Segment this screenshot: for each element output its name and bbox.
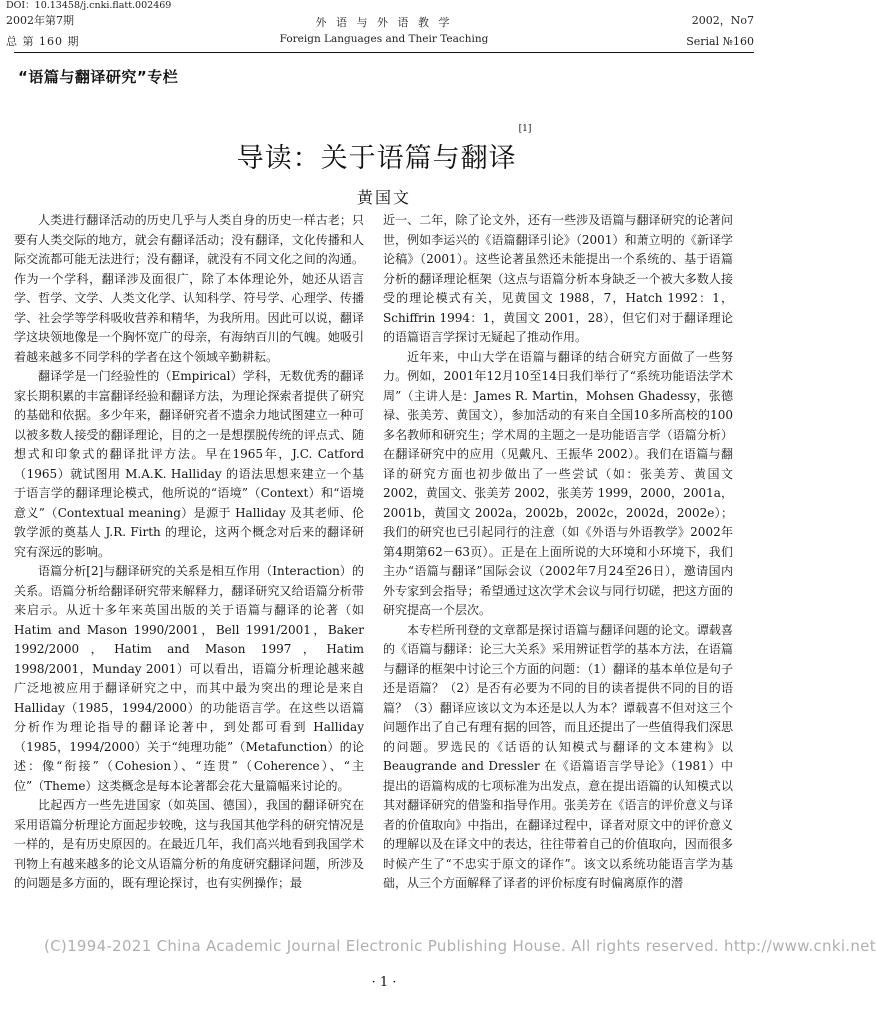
paragraph: 比起西方一些先进国家（如英国、德国），我国的翻译研究在采用语篇分析理论方面起步较晚，这与我国其他学科的研究情况是一样的，是有历史原因的。在最近几年，我们高兴地看到我国学术刊物上有越来越多的论文从语篇分析的角度研究翻译问题，所涉及的问题是多方面的，既有理论探讨，也有实例操作；最 bbox=[14, 798, 364, 890]
paragraph: 人类进行翻译活动的历史几乎与人类自身的历史一样古老；只要有人类交际的地方，就会有翻译活动；没有翻译，文化传播和人际交流都可能无法进行；没有翻译，就没有不同文化之间的沟通。作为一个学科，翻译涉及面很广，除了本体理论外，她还从语言学、哲学、文学、人类文化学、认知科学、符号学、心理学、传播学、社会学等学科吸收营养和精华，为我所用。因此可以说，翻译学这块领地像是一个胸怀宽广的母亲，有海纳百川的气魄。她吸引着越来越多不同学科的学者在这个领域辛勤耕耘。 bbox=[14, 213, 364, 364]
page-number: · 1 · bbox=[371, 975, 397, 990]
issue-label-right: 2002，No7 bbox=[691, 14, 754, 27]
body-column-left bbox=[14, 211, 364, 894]
article-title bbox=[0, 124, 768, 175]
column-tag: “语篇与翻译研究”专栏 bbox=[18, 68, 179, 86]
author-name: 黄国文 bbox=[356, 188, 411, 207]
paragraph: 近一、二年，除了论文外，还有一些涉及语篇与翻译研究的论著问世，例如李运兴的《语篇翻译引论》（2001）和萧立明的《新译学论稿》（2001）。这些论著虽然还未能提出一个系统的、基于语篇分析的翻译理论框架（这点与语篇分析本身缺乏一个被大多数人接受的理论模式有关，见黄国文 1988，7，Hatch 1992：1，Schiffrin 1994：1，黄国文 2001，28），但它们对于翻译理论的语篇语言学探讨无疑起了推动作用。 bbox=[383, 213, 733, 344]
journal-title-cn: 外 语 与 外 语 教 学 bbox=[315, 16, 453, 29]
copyright-watermark: (C)1994-2021 China Academic Journal Electronic Publishing House. All rights reserved. http://www.cnki.net bbox=[44, 937, 876, 955]
total-issue-label: 总 第 160 期 bbox=[6, 35, 80, 48]
paragraph: 语篇分析[2]与翻译研究的关系是相互作用（Interaction）的关系。语篇分析给翻译研究带来解释力，翻译研究又给语篇分析带来启示。从近十多年来英国出版的关于语篇与翻译的论著（如 Hatim and Mason 1990/2001，Bell 1991/2001，Baker 1992/2000，Hatim and Mason 1997，Hatim 1998/2001，Munday 2001）可以看出，语篇分析理论越来越广泛地被应用于翻译研究之中，而其中最为突出的理论是来自 Halliday（1985，1994/2000）的功能语言学。在这些以语篇分析作为理论指导的翻译论著中，到处都可看到 Halliday（1985，1994/2000）关于“纯理功能”（Metafunction）的论述：像“衔接”（Cohesion）、“连贯”（Coherence）、“主位”（Theme）这类概念是每本论著都会花大量篇幅来讨论的。 bbox=[14, 564, 364, 793]
body-column-right bbox=[383, 211, 733, 894]
article-title-text: 导读：关于语篇与翻译 bbox=[236, 143, 517, 174]
serial-label: Serial №160 bbox=[686, 35, 754, 48]
doi-line: DOI：10.13458/j.cnki.flatt.002469 bbox=[6, 0, 172, 11]
paragraph: 近年来，中山大学在语篇与翻译的结合研究方面做了一些努力。例如，2001年12月10至14日我们举行了“系统功能语法学术周”（主讲人是：James R. Martin，Mohsen Ghadessy，张德禄、张美芳、黄国文），参加活动的有来自全国10多所高校的100多名教师和研究生；学术周的主题之一是功能语言学（语篇分析）在翻译研究中的应用（见戴凡、王振华 2002）。我们在语篇与翻译的研究方面也初步做出了一些尝试（如：张美芳、黄国文 2002，黄国文、张美芳 2002，张美芳 1999，2000，2001a，2001b，黄国文 2002a，2002b，2002c，2002d，2002e）；我们的研究也已引起同行的注意（如《外语与外语教学》2002年第4期第62－63页）。正是在上面所说的大环境和小环境下，我们主办“语篇与翻译”国际会议（2002年7月24至26日），邀请国内外专家到会指导；希望通过这次学术会议与同行切磋，把这方面的研究提高一个层次。 bbox=[383, 349, 733, 617]
issue-label: 2002年第7期 bbox=[6, 14, 74, 27]
paragraph: 本专栏所刊登的文章都是探讨语篇与翻译问题的论文。谭载喜的《语篇与翻译：论三大关系》采用辨证哲学的基本方法，在语篇与翻译的框架中讨论三个方面的问题：（1）翻译的基本单位是句子还是语篇？（2）是否有必要为不同的目的读者提供不同的目的语篇？（3）翻译应该以文为本还是以人为本？谭载喜不但对这三个问题作出了自己有理有据的回答，而且还提出了一些值得我们深思的问题。罗选民的《话语的认知模式与翻译的文本建构》以 Beaugrande and Dressler 在《语篇语言学导论》（1981）中提出的语篇构成的七项标准为出发点，意在提出语篇的认知模式以其对翻译研究的借鉴和指导作用。张美芳在《语言的评价意义与译者的价值取向》中指出，在翻译过程中，译者对原文中的评价意义的理解以及在译文中的表达，往往带着自己的价值取向，因而很多时候产生了“不忠实于原文的译作”。该文以系统功能语言学为基础，从三个方面解释了译者的评价标度有时偏离原作的潜 bbox=[383, 622, 733, 890]
paragraph: 翻译学是一门经验性的（Empirical）学科，无数优秀的翻译家长期积累的丰富翻译经验和翻译方法，为理论探索者提供了研究的基础和依据。多少年来，翻译研究者不遗余力地试图建立一种可以被多数人接受的翻译理论，目的之一是想摆脱传统的评点式、随想式和印象式的翻译批评方法。早在1965年，J.C. Catford（1965）就试图用 M.A.K. Halliday 的语法思想来建立一个基于语言学的翻译理论模式，他所说的“语境”（Context）和“语境意义”（Contextual meaning）是源于 Halliday 及其老师、伦敦学派的奠基人 J.R. Firth 的理论，这两个概念对后来的翻译研究有深远的影响。 bbox=[14, 369, 364, 559]
header-rule bbox=[14, 52, 754, 53]
title-footnote-marker: [1] bbox=[518, 124, 532, 134]
journal-title-en: Foreign Languages and Their Teaching bbox=[279, 33, 489, 45]
